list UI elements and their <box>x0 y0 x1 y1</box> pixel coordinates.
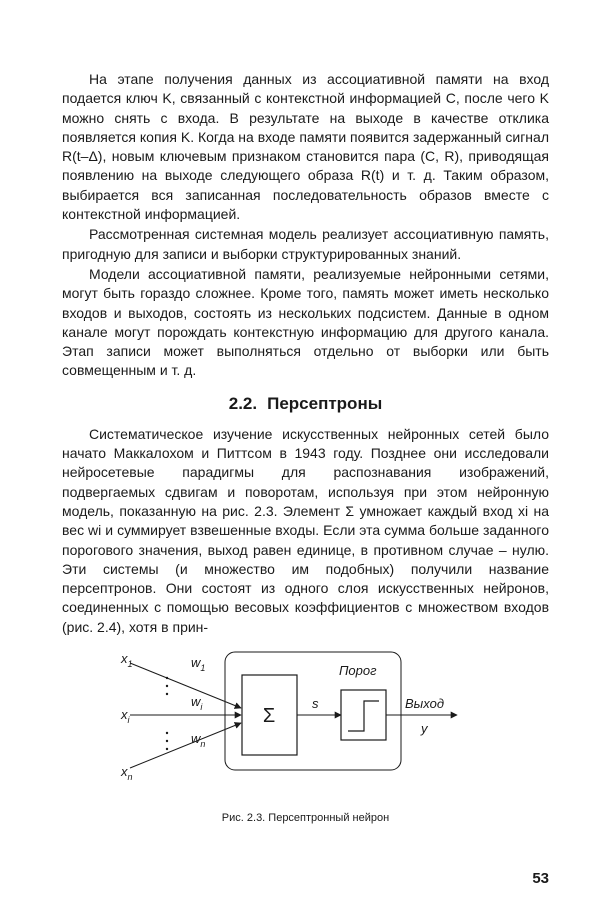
paragraph-4: Систематическое изучение искусственных нейронных сетей было начато Маккалохом и Питтсом в 1943 году. Позднее они исследовали нейросетевые парадигмы для распознавания изображений, подвергаемых сдвигам и поворотам, используя при этом нейронную модель, показанную на рис. 2.3. Элемент Σ умножает каждый вход xi на вес wi и суммирует взвешенные входы. Если эта сумма больше заданного порогового значения, выход равен единице, в противном случае – нулю. Эти системы (и множество им подобных) получили название персептронов. Они состоят из одного слоя искусственных нейронов, соединенных с помощью весовых коэффициентов с множеством входов (рис. 2.4), хотя в прин- <box>62 425 549 635</box>
perceptron-diagram <box>105 645 465 795</box>
output-variable: y <box>421 721 428 736</box>
paragraph-1: На этапе получения данных из ассоциативной памяти на вход подается ключ K, связанный с контекстной информацией C, после чего K можно снять с входа. В результате на выходе в качестве отклика появляется копия K. Когда на входе памяти появится задержанный сигнал R(t–Δ), новым ключевым признаком становится пара (C, R), приводящая появлению на выходе следующего образа R(t) и т. д. Таким образом, выбирается вся записанная последовательность образов вместе с контекстной информацией. <box>62 71 549 223</box>
body-text <box>62 70 549 637</box>
perceptron-figure <box>105 645 465 795</box>
sum-symbol: Σ <box>262 705 276 727</box>
input-line-n <box>130 723 241 768</box>
section-title: Персептроны <box>267 393 383 413</box>
threshold-label: Порог <box>339 663 377 678</box>
ellipsis-upper <box>166 677 168 695</box>
paragraph-3: Модели ассоциативной памяти, реализуемые нейронными сетями, могут быть гораздо сложнее. Кроме того, память может иметь несколько входов и выходов, состоять из нескольких подсистем. Данные в одном канале могут порождать контекстную информацию для другого канала. Этап записи может выполняться отдельно от выборки или быть совмещенным и т. д. <box>62 265 549 379</box>
input-label-xi: $x_i$ <box>121 707 130 725</box>
input-label-xn: $x_n$ <box>121 764 133 782</box>
ellipsis-lower <box>166 732 168 750</box>
input-label-x1: $x_1$ <box>121 651 133 669</box>
paragraph-2: Рассмотренная системная модель реализует ассоциативную память, пригодную для записи и выборки структурированных знаний. <box>62 226 549 262</box>
sum-output-label: s <box>312 696 319 711</box>
weight-label-wi: $w_i$ <box>191 694 203 712</box>
output-label: Выход <box>405 696 445 711</box>
weight-label-w1: $w_1$ <box>191 655 206 673</box>
figure-caption: Рис. 2.3. Персептронный нейрон <box>221 812 390 824</box>
section-number: 2.2. <box>228 393 258 413</box>
input-line-1 <box>130 663 241 708</box>
weight-label-wn: $w_n$ <box>191 731 206 749</box>
section-heading <box>62 393 549 415</box>
page-number: 53 <box>532 870 549 887</box>
